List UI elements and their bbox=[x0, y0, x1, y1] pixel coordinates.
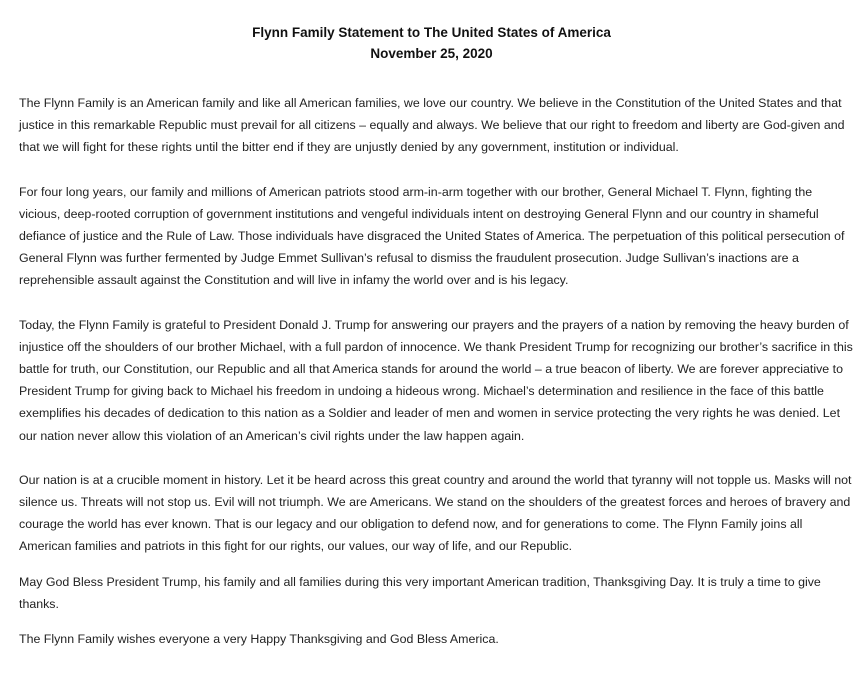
document-date: November 25, 2020 bbox=[370, 46, 493, 61]
paragraph-3: Today, the Flynn Family is grateful to President Donald J. Trump for answering our prayers and the prayers of a nation by removing the heavy burden of injustice off the shoulders of our brother Michael, with a full pardon of innocence. We thank President Trump for recognizing our brother’s sacrifice in this battle for truth, our Constitution, our Republic and all that America stands for around the world – a true beacon of liberty. We are forever appreciative to President Trump for giving back to Michael his freedom in undoing a hideous wrong. Michael’s determination and resilience in the face of this battle exemplifies his decades of dedication to this nation as a Soldier and leader of men and women in service protecting the very rights he was denied. Let our nation never allow this violation of an American’s civil rights under the law happen again. bbox=[19, 317, 853, 443]
document-header bbox=[0, 22, 863, 64]
paragraph-5: May God Bless President Trump, his family and all families during this very important American tradition, Thanksgiving Day. It is truly a time to give thanks. bbox=[19, 574, 821, 611]
document-body bbox=[19, 92, 853, 650]
paragraph-2: For four long years, our family and millions of American patriots stood arm-in-arm together with our brother, General Michael T. Flynn, fighting the vicious, deep-rooted corruption of government institutions and vengeful individuals intent on destroying General Flynn and our country in shameful defiance of justice and the Rule of Law. Those individuals have disgraced the United States of America. The perpetuation of this political persecution of General Flynn was further fermented by Judge Emmet Sullivan’s refusal to dismiss the fraudulent prosecution. Judge Sullivan’s inactions are a reprehensible assault against the Constitution and will live in infamy the world over and is his legacy. bbox=[19, 184, 845, 288]
paragraph-4: Our nation is at a crucible moment in history. Let it be heard across this great country and around the world that tyranny will not topple us. Masks will not silence us. Threats will not stop us. Evil will not triumph. We are Americans. We stand on the shoulders of the greatest forces and heroes of bravery and courage the world has ever known. That is our legacy and our obligation to defend now, and for generations to come. The Flynn Family joins all American families and patriots in this fight for our rights, our values, our way of life, and our Republic. bbox=[19, 472, 852, 554]
paragraph-1: The Flynn Family is an American family and like all American families, we love our country. We believe in the Constitution of the United States and that justice in this remarkable Republic must prevail for all citizens – equally and always. We believe that our right to freedom and liberty are God-given and that we will fight for these rights until the bitter end if they are unjustly denied by any government, institution or individual. bbox=[19, 96, 845, 155]
document-title: Flynn Family Statement to The United States of America bbox=[252, 25, 611, 40]
paragraph-6: The Flynn Family wishes everyone a very Happy Thanksgiving and God Bless America. bbox=[19, 632, 499, 647]
